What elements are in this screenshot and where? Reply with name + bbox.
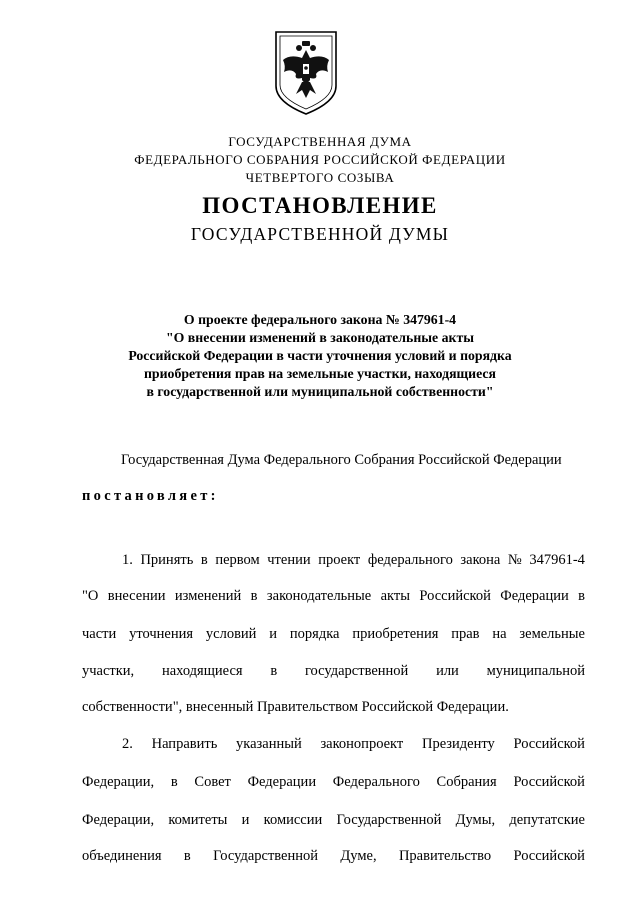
- word: изменений: [174, 588, 242, 604]
- word: Федерации,: [82, 812, 155, 828]
- word: "О: [82, 588, 99, 604]
- word: законодательные: [266, 588, 372, 604]
- word: внесении: [107, 588, 166, 604]
- word: части: [82, 626, 117, 642]
- word: Государственной: [336, 812, 442, 828]
- word: Думы,: [455, 812, 496, 828]
- header-line-2: ФЕДЕРАЛЬНОГО СОБРАНИЯ РОССИЙСКОЙ ФЕДЕРАЦИИ: [134, 152, 506, 167]
- paragraph-line: [82, 663, 585, 680]
- subject-line: О проекте федерального закона № 347961-4: [183, 312, 457, 327]
- word: и: [241, 812, 250, 828]
- word: комиссии: [263, 812, 323, 828]
- preamble-text: Государственная Дума Федерального Собрания Российской Федерации: [121, 452, 562, 468]
- paragraph-line: [122, 736, 585, 753]
- word: №: [507, 552, 522, 568]
- word: 347961-4: [529, 552, 585, 568]
- paragraph-line: [82, 848, 585, 865]
- word: в: [578, 588, 585, 604]
- word: Российской: [513, 774, 585, 790]
- subject-line: Российской Федерации в части уточнения условий и порядка: [128, 348, 512, 363]
- word: чтении: [267, 552, 311, 568]
- word: Думе,: [340, 848, 377, 864]
- paragraph-line: [82, 812, 585, 829]
- word: Российской: [419, 588, 491, 604]
- word: акты: [380, 588, 410, 604]
- paragraph-line: [82, 588, 585, 605]
- word: первом: [215, 552, 260, 568]
- word: в: [270, 663, 278, 679]
- header-line-3: ЧЕТВЕРТОГО СОЗЫВА: [245, 170, 395, 185]
- paragraph-line: [122, 552, 585, 569]
- word: Государственной: [213, 848, 319, 864]
- word: депутатские: [509, 812, 585, 828]
- word: Федерального: [332, 774, 420, 790]
- word: государственной: [304, 663, 409, 679]
- word: муниципальной: [486, 663, 585, 679]
- word: Собрания: [436, 774, 497, 790]
- word: Российской: [513, 736, 585, 752]
- word: законопроект: [320, 736, 404, 752]
- word: находящиеся: [161, 663, 243, 679]
- word: 1.: [122, 552, 133, 568]
- document-issuer-title: ГОСУДАРСТВЕННОЙ ДУМЫ: [190, 224, 450, 244]
- word: в: [170, 774, 178, 790]
- word: на: [492, 626, 507, 642]
- word: Совет: [194, 774, 231, 790]
- word: 2.: [122, 736, 133, 752]
- subject-line: "О внесении изменений в законодательные акты: [165, 330, 475, 345]
- word: Федерации,: [82, 774, 155, 790]
- paragraph-line: [82, 626, 585, 643]
- decree-word: постановляет:: [82, 488, 219, 504]
- word: в: [200, 552, 208, 568]
- word: Президенту: [421, 736, 495, 752]
- word: указанный: [236, 736, 302, 752]
- word: Направить: [151, 736, 218, 752]
- word: Федерации: [247, 774, 317, 790]
- word: Российской: [513, 848, 585, 864]
- word: Принять: [140, 552, 194, 568]
- word: порядка: [289, 626, 340, 642]
- word: уточнения: [129, 626, 194, 642]
- subject-line: в государственной или муниципальной собственности": [146, 384, 494, 399]
- word: земельные: [519, 626, 585, 642]
- word: комитеты: [168, 812, 228, 828]
- word: Правительство: [398, 848, 492, 864]
- document-subject: [0, 311, 640, 401]
- word: федерального: [367, 552, 453, 568]
- word: участки,: [82, 663, 135, 679]
- word: приобретения: [352, 626, 439, 642]
- word: прав: [451, 626, 480, 642]
- word: условий: [205, 626, 257, 642]
- word: или: [436, 663, 459, 679]
- word: в: [183, 848, 191, 864]
- paragraph-line: собственности", внесенный Правительством Российской Федерации.: [82, 699, 509, 715]
- word: и: [269, 626, 278, 642]
- word: закона: [460, 552, 501, 568]
- word: объединения: [82, 848, 162, 864]
- word: проект: [318, 552, 361, 568]
- coat-of-arms-emblem: [272, 28, 340, 116]
- header-line-1: ГОСУДАРСТВЕННАЯ ДУМА: [228, 134, 412, 149]
- word: в: [250, 588, 258, 604]
- subject-line: приобретения прав на земельные участки, находящиеся: [143, 366, 497, 381]
- paragraph-line: [82, 774, 585, 791]
- word: Федерации: [500, 588, 569, 604]
- document-type-title: ПОСТАНОВЛЕНИЕ: [202, 193, 438, 218]
